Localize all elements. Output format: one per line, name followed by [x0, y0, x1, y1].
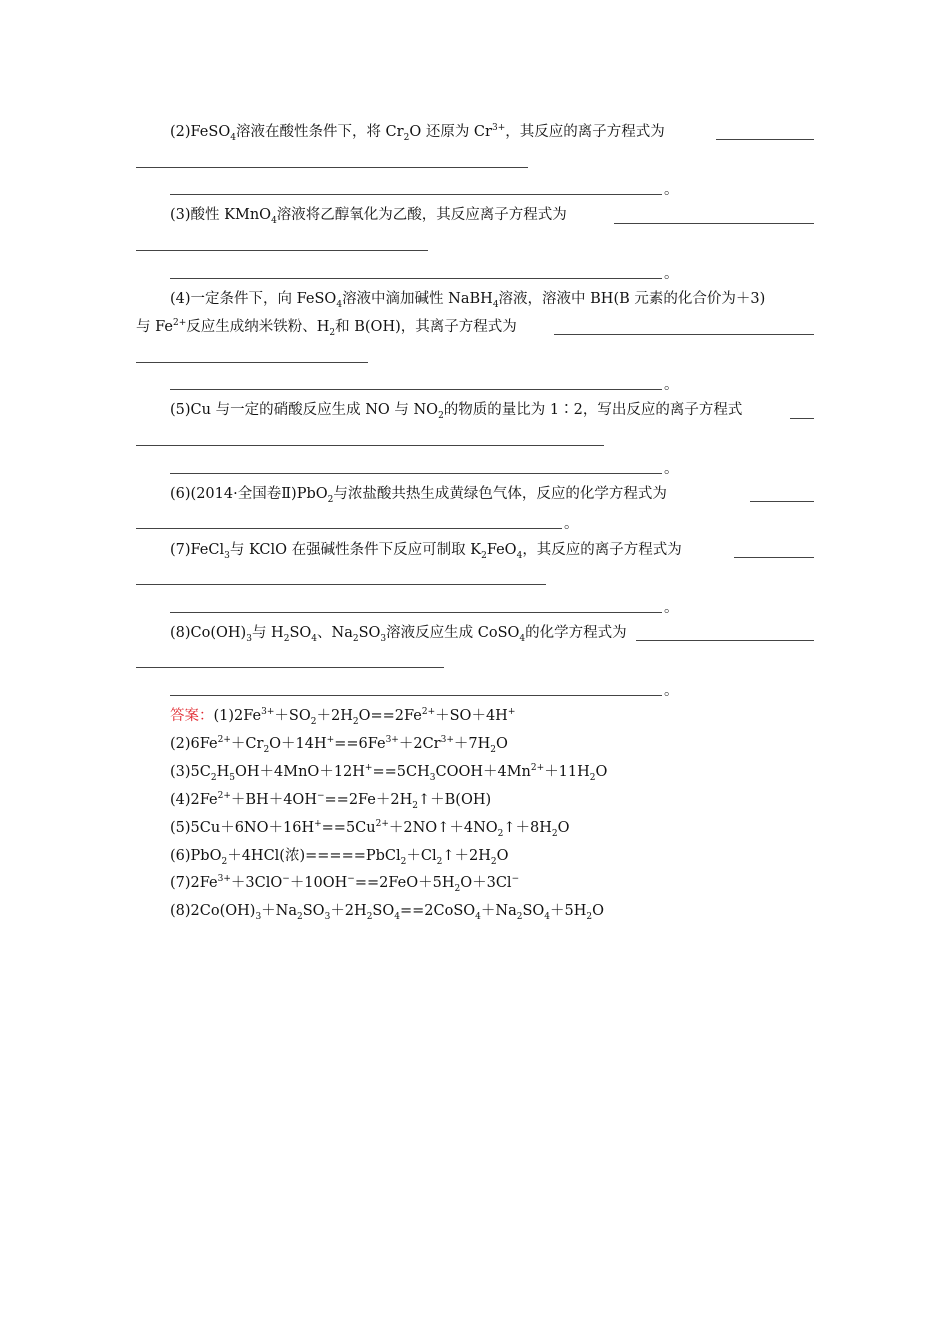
a7-t7: 2 — [454, 883, 461, 894]
q4-answer-blank-2[interactable] — [136, 362, 368, 363]
a5-t5: 2 — [497, 828, 504, 839]
a4-t0: (4)2Fe — [170, 792, 218, 808]
a2-t1: 2+ — [217, 735, 231, 746]
question-6-line-1 — [136, 484, 848, 504]
a2-t3: 2 — [263, 744, 270, 755]
a2-t12: O — [496, 736, 508, 752]
q2-text-4: ，其反应的离子方程式为 — [505, 124, 665, 140]
a3-t8: COOH＋4Mn — [435, 764, 531, 780]
q4-text-2: 溶液中滴加碱性 NaBH — [342, 291, 493, 307]
a2-t9: 3+ — [440, 735, 454, 746]
q2-text-3: O 还原为 Cr — [409, 124, 492, 140]
q4-period: 。 — [664, 377, 679, 393]
answer-5 — [170, 818, 570, 838]
a8-t8: SO — [372, 903, 395, 919]
q5-sub-1: 2 — [438, 410, 444, 421]
a6-t8: O — [496, 848, 509, 864]
a3-t7: 3 — [429, 772, 436, 783]
q2-sub-1: 4 — [230, 132, 236, 143]
q8-text-3: SO — [289, 625, 312, 641]
a8-t11: 4 — [475, 911, 481, 922]
a1-t4: ＋2H — [316, 708, 353, 724]
answer-6 — [170, 846, 509, 866]
answer-8 — [170, 901, 604, 921]
a6-t0: (6)PbO — [170, 848, 222, 864]
q4-text-4: 与 Fe — [136, 319, 173, 335]
q8-period: 。 — [664, 683, 679, 699]
a6-t6: ↑＋2H — [442, 848, 491, 864]
a4-t1: 2+ — [217, 791, 231, 802]
q7-text-2: 与 KClO 在强碱性条件下反应可制取 K — [229, 542, 482, 558]
a4-t3: − — [316, 791, 325, 802]
a4-t6: ↑＋B(OH) — [418, 792, 492, 808]
q8-text-4: 、Na — [317, 625, 353, 641]
a1-t3: 2 — [310, 716, 317, 727]
q4-text-6: 和 B(OH)，其离子方程式为 — [335, 319, 517, 335]
q4-sup-1: 2+ — [172, 318, 187, 329]
q4-answer-blank-1[interactable] — [554, 334, 814, 335]
a3-t5: + — [364, 763, 373, 774]
a5-t1: + — [314, 819, 322, 830]
q4-sub-1: 4 — [336, 299, 343, 310]
q8-sub-6: 4 — [519, 633, 526, 644]
q2-answer-blank-1[interactable] — [716, 139, 814, 140]
q8-text-7: 的化学方程式为 — [525, 625, 627, 641]
a1-t9: + — [507, 707, 516, 718]
a1-t6: O==2Fe — [358, 708, 422, 724]
a5-t0: (5)5Cu＋6NO＋16H — [170, 820, 315, 836]
a7-t9: − — [511, 874, 520, 885]
a6-t5: 2 — [436, 856, 443, 867]
q4-sub-2: 4 — [492, 299, 499, 310]
q7-sub-1: 3 — [224, 550, 230, 561]
q5-answer-blank-3[interactable] — [170, 473, 662, 474]
a6-t4: ＋Cl — [406, 848, 437, 864]
a8-t9: 4 — [394, 911, 400, 922]
a1-t0: (1)2Fe — [213, 708, 262, 724]
q5-answer-blank-1[interactable] — [790, 418, 814, 419]
q6-period: 。 — [564, 516, 579, 532]
q3-answer-blank-2[interactable] — [136, 250, 428, 251]
q5-answer-blank-2[interactable] — [136, 445, 604, 446]
a5-t2: ==5Cu — [321, 820, 376, 836]
a3-t1: 2 — [210, 772, 217, 783]
a6-t1: 2 — [221, 856, 228, 867]
a7-t8: O＋3Cl — [460, 875, 512, 891]
a7-t1: 3+ — [217, 874, 231, 885]
a3-t6: ==5CH — [372, 764, 430, 780]
q8-sub-5: 3 — [380, 633, 387, 644]
q5-text-1: (5)Cu 与一定的硝酸反应生成 NO 与 NO — [170, 402, 439, 418]
a8-t10: ==2CoSO — [399, 903, 476, 919]
question-4-line-1 — [136, 289, 848, 309]
q3-period: 。 — [664, 266, 679, 282]
a7-t3: − — [282, 874, 290, 885]
q7-text-3: FeO — [486, 542, 517, 558]
q8-text-2: 与 H — [251, 625, 284, 641]
a6-t7: 2 — [490, 856, 497, 867]
answer-1 — [170, 706, 515, 726]
q8-sub-3: 4 — [311, 633, 318, 644]
a8-t14: SO — [522, 903, 545, 919]
a2-t6: ==6Fe — [334, 736, 386, 752]
q7-period: 。 — [664, 600, 679, 616]
a3-t3: 5 — [229, 772, 235, 783]
q8-text-1: (8)Co(OH) — [170, 625, 247, 641]
a3-t4: OH＋4MnO＋12H — [234, 764, 365, 780]
q6-answer-blank-1[interactable] — [750, 501, 814, 502]
q6-answer-blank-2[interactable] — [136, 528, 562, 529]
a8-t18: O — [592, 903, 605, 919]
q8-sub-4: 2 — [352, 633, 359, 644]
a7-t5: − — [347, 874, 355, 885]
a1-t7: 2+ — [421, 707, 436, 718]
a8-t13: 2 — [516, 911, 523, 922]
q2-answer-blank-3[interactable] — [170, 194, 662, 195]
a1-t2: ＋SO — [274, 708, 311, 724]
a7-t4: ＋10OH — [289, 875, 348, 891]
a8-t1: 3 — [255, 911, 262, 922]
a2-t10: ＋7H — [453, 736, 491, 752]
q7-sub-3: 4 — [516, 550, 523, 561]
a8-t7: 2 — [366, 911, 373, 922]
q7-text-1: (7)FeCl — [170, 542, 225, 558]
question-5-line-1 — [136, 400, 848, 420]
q3-answer-blank-1[interactable] — [614, 223, 814, 224]
q8-answer-blank-2[interactable] — [136, 667, 444, 668]
a4-t5: 2 — [412, 800, 418, 811]
a8-t6: ＋2H — [330, 903, 367, 919]
a5-t3: 2+ — [375, 819, 389, 830]
a3-t12: O — [595, 764, 608, 780]
q6-text-2: 与浓盐酸共热生成黄绿色气体，反应的化学方程式为 — [333, 486, 667, 502]
a2-t7: 3+ — [385, 735, 399, 746]
a8-t12: ＋Na — [480, 903, 517, 919]
a8-t3: 2 — [297, 911, 303, 922]
a4-t4: ==2Fe＋2H — [324, 792, 413, 808]
q4-text-3: 溶液，溶液中 BH(B 元素的化合价为＋3) — [498, 291, 766, 307]
a2-t11: 2 — [490, 744, 497, 755]
a1-t1: 3+ — [261, 707, 275, 718]
a2-t8: ＋2Cr — [398, 736, 441, 752]
a2-t0: (2)6Fe — [170, 736, 218, 752]
q5-period: 。 — [664, 461, 679, 477]
q2-sub-2: 2 — [403, 132, 410, 143]
q8-sub-2: 2 — [283, 633, 290, 644]
a2-t2: ＋Cr — [230, 736, 264, 752]
q2-text-2: 溶液在酸性条件下，将 Cr — [235, 124, 404, 140]
q8-answer-blank-3[interactable] — [170, 695, 662, 696]
q2-text-1: (2)FeSO — [170, 124, 231, 140]
q7-sub-2: 2 — [481, 550, 487, 561]
answer-3 — [170, 762, 607, 782]
answer-4 — [170, 790, 491, 810]
q6-sub-1: 2 — [327, 494, 334, 505]
q4-sub-3: 2 — [329, 327, 336, 338]
answer-label: 答案： — [170, 708, 214, 724]
q4-answer-blank-3[interactable] — [170, 389, 662, 390]
q3-text-2: 溶液将乙醇氧化为乙酸，其反应离子方程式为 — [276, 207, 567, 223]
a4-t2: ＋BH＋4OH — [230, 792, 317, 808]
a8-t16: ＋5H — [550, 903, 587, 919]
answer-7 — [170, 873, 519, 893]
a7-t2: ＋3ClO — [230, 875, 283, 891]
q3-text-1: (3)酸性 KMnO — [170, 207, 272, 223]
q8-text-6: 溶液反应生成 CoSO — [386, 625, 520, 641]
a3-t10: ＋11H — [544, 764, 590, 780]
q2-sup-1: 3+ — [491, 123, 506, 134]
question-3-line-1 — [136, 205, 848, 225]
q7-answer-blank-1[interactable] — [734, 557, 814, 558]
a8-t4: SO — [302, 903, 325, 919]
q8-sub-1: 3 — [246, 633, 252, 644]
q7-answer-blank-2[interactable] — [136, 584, 546, 585]
a5-t6: ↑＋8H — [503, 820, 552, 836]
a6-t2: ＋4HCl(浓)=====PbCl — [227, 848, 401, 864]
q8-text-5: SO — [358, 625, 381, 641]
a5-t4: ＋2NO↑＋4NO — [388, 820, 498, 836]
a3-t2: H — [216, 764, 230, 780]
q4-text-1: (4)一定条件下，向 FeSO — [170, 291, 337, 307]
a7-t6: ==2FeO＋5H — [354, 875, 455, 891]
q7-answer-blank-3[interactable] — [170, 612, 662, 613]
a2-t5: + — [326, 735, 335, 746]
a3-t0: (3)5C — [170, 764, 211, 780]
q4-text-5: 反应生成纳米铁粉、H — [186, 319, 330, 335]
a8-t2: ＋Na — [261, 903, 298, 919]
q7-text-4: ，其反应的离子方程式为 — [522, 542, 682, 558]
q2-answer-blank-2[interactable] — [136, 167, 528, 168]
a3-t11: 2 — [589, 772, 596, 783]
a8-t5: 3 — [324, 911, 331, 922]
q5-text-2: 的物质的量比为 1∶2，写出反应的离子方程式 — [443, 402, 743, 418]
answer-2 — [170, 734, 508, 754]
q3-sub-1: 4 — [271, 215, 277, 226]
a1-t8: ＋SO＋4H — [435, 708, 508, 724]
a8-t0: (8)2Co(OH) — [170, 903, 256, 919]
a6-t3: 2 — [400, 856, 407, 867]
q6-text-1: (6)(2014·全国卷Ⅱ)PbO — [170, 486, 328, 502]
q3-answer-blank-3[interactable] — [170, 278, 662, 279]
a7-t0: (7)2Fe — [170, 875, 218, 891]
a3-t9: 2+ — [530, 763, 545, 774]
q8-answer-blank-1[interactable] — [636, 640, 814, 641]
a5-t7: 2 — [551, 828, 558, 839]
q2-period: 。 — [664, 182, 679, 198]
a8-t15: 4 — [544, 911, 551, 922]
a2-t4: O＋14H — [269, 736, 327, 752]
a1-t5: 2 — [352, 716, 359, 727]
a5-t8: O — [557, 820, 570, 836]
a8-t17: 2 — [586, 911, 593, 922]
